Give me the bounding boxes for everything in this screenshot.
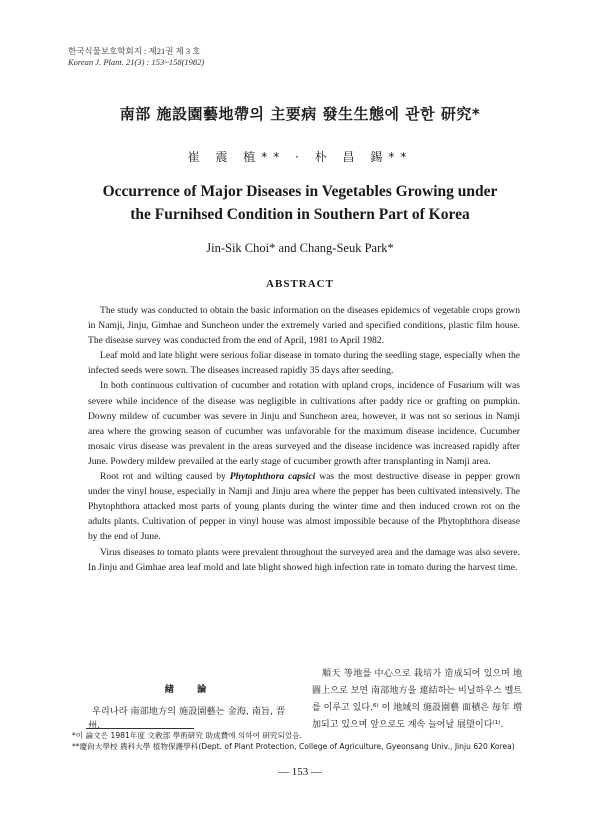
abstract-heading: ABSTRACT [266,278,334,290]
page-number: — 153 — [278,766,322,778]
abstract-paragraph-4-start: Root rot and wilting caused by [100,471,230,483]
title-english-line-1: Occurrence of Major Diseases in Vegetables Growing under [102,183,498,200]
title-korean: 南部 施設園藝地帶의 主要病 發生生態에 관한 研究* [119,105,481,123]
title-english-line-2: the Furnihsed Condition in Southern Part of Korea [130,206,470,223]
footnote-1: *이 論文은 1981年度 文敎部 學術研究 助成費에 의하여 研究되었음. [72,731,302,740]
authors-english: Jin-Sik Choi* and Chang-Seuk Park* [206,241,394,255]
journal-header [68,46,204,68]
abstract-paragraph-2: Leaf mold and late blight were serious foliar disease in tomato during the seedling stage, especially when the infected seeds were sown. The diseases increased rapidly 35 days after seeding. [88,350,520,377]
abstract-paragraph-5: Virus diseases to tomato plants were prevalent throughout the surveyed area and the damage was also severe. In Jinju and Gimhae area leaf mold and late blight showed high infection rate in tomato during the harvest time. [88,546,520,573]
intro-left-column [88,683,293,733]
authors-korean: 崔 震 植** · 朴 昌 錫** [187,150,413,164]
intro-right-column [312,666,522,734]
footnote-divider [86,728,194,729]
journal-line-english: Korean J. Plant. 21(3) : 153~158(1982) [68,57,205,67]
journal-line-korean: 한국식물보호학회지 : 제21권 제 3 호 [68,46,201,56]
intro-left-text: 우리나라 南部地方의 施設園藝는 金海, 南旨, 晋州, [88,706,286,731]
abstract-body [88,303,520,575]
abstract-paragraph-1: The study was conducted to obtain the basic information on the diseases epidemics of vegetable crops grown in Namji, Jinju, Gimhae and Suncheon under the extremely varied and specified conditions, plastic film house. The disease survey was conducted from the end of April, 1981 to April 1982. [88,305,520,347]
intro-right-text: 順天 等地를 中心으로 栽培가 造成되어 있으며 地圖上으로 보면 南部地方을 連結하는 비닐하우스 벨트를 이루고 있다.⁶⁾ 이 地域의 施設園藝 面積은 毎年 増加되고 있으며 앞으로도 계속 늘어날 展望이다⁽¹⁾. [312,669,522,730]
abstract-paragraph-3: In both continuous cultivation of cucumber and rotation with upland crops, incidence of Fusarium wilt was severe while incidence of the disease was negligible in cultivations after paddy rice or grafting on pumpkin. Downy mildew of cucumber was severe in Jinju and Suncheon area, however, it was not so serious in Namji area where the growing season of cucumber was unfavorable for the maximum disease incidence. Cucumber mosaic virus disease was prevalent in the areas surveyed and the disease incidence was increased rapidly after June. Powdery mildew prevailed at the early stage of cucumber growth after transplanting in Namji area. [88,380,520,467]
footnote-2: **慶尙大學校 農科大學 植物保護學科(Dept. of Plant Protection, College of Agriculture, Gyeonsang Univ., Jinju 620 Korea) [72,742,515,751]
title-english [60,180,540,226]
footnotes [72,730,542,752]
species-name: Phytophthora capsici [229,471,316,483]
abstract-paragraph-4-end: was the most destructive disease in pepper grown under the vinyl house, especially in Namji and Jinju area where the pepper has been cultivated intensively. The Phytophthora attacked most parts of young plants during the winter time and then induced crown rot on the adults plants. Cultivation of pepper in vinyl house was almost impossible because of the Phytophthora disease by the end of June. [88,471,521,543]
intro-heading: 緖 論 [164,684,217,695]
abstract-paragraph-4 [88,469,520,544]
